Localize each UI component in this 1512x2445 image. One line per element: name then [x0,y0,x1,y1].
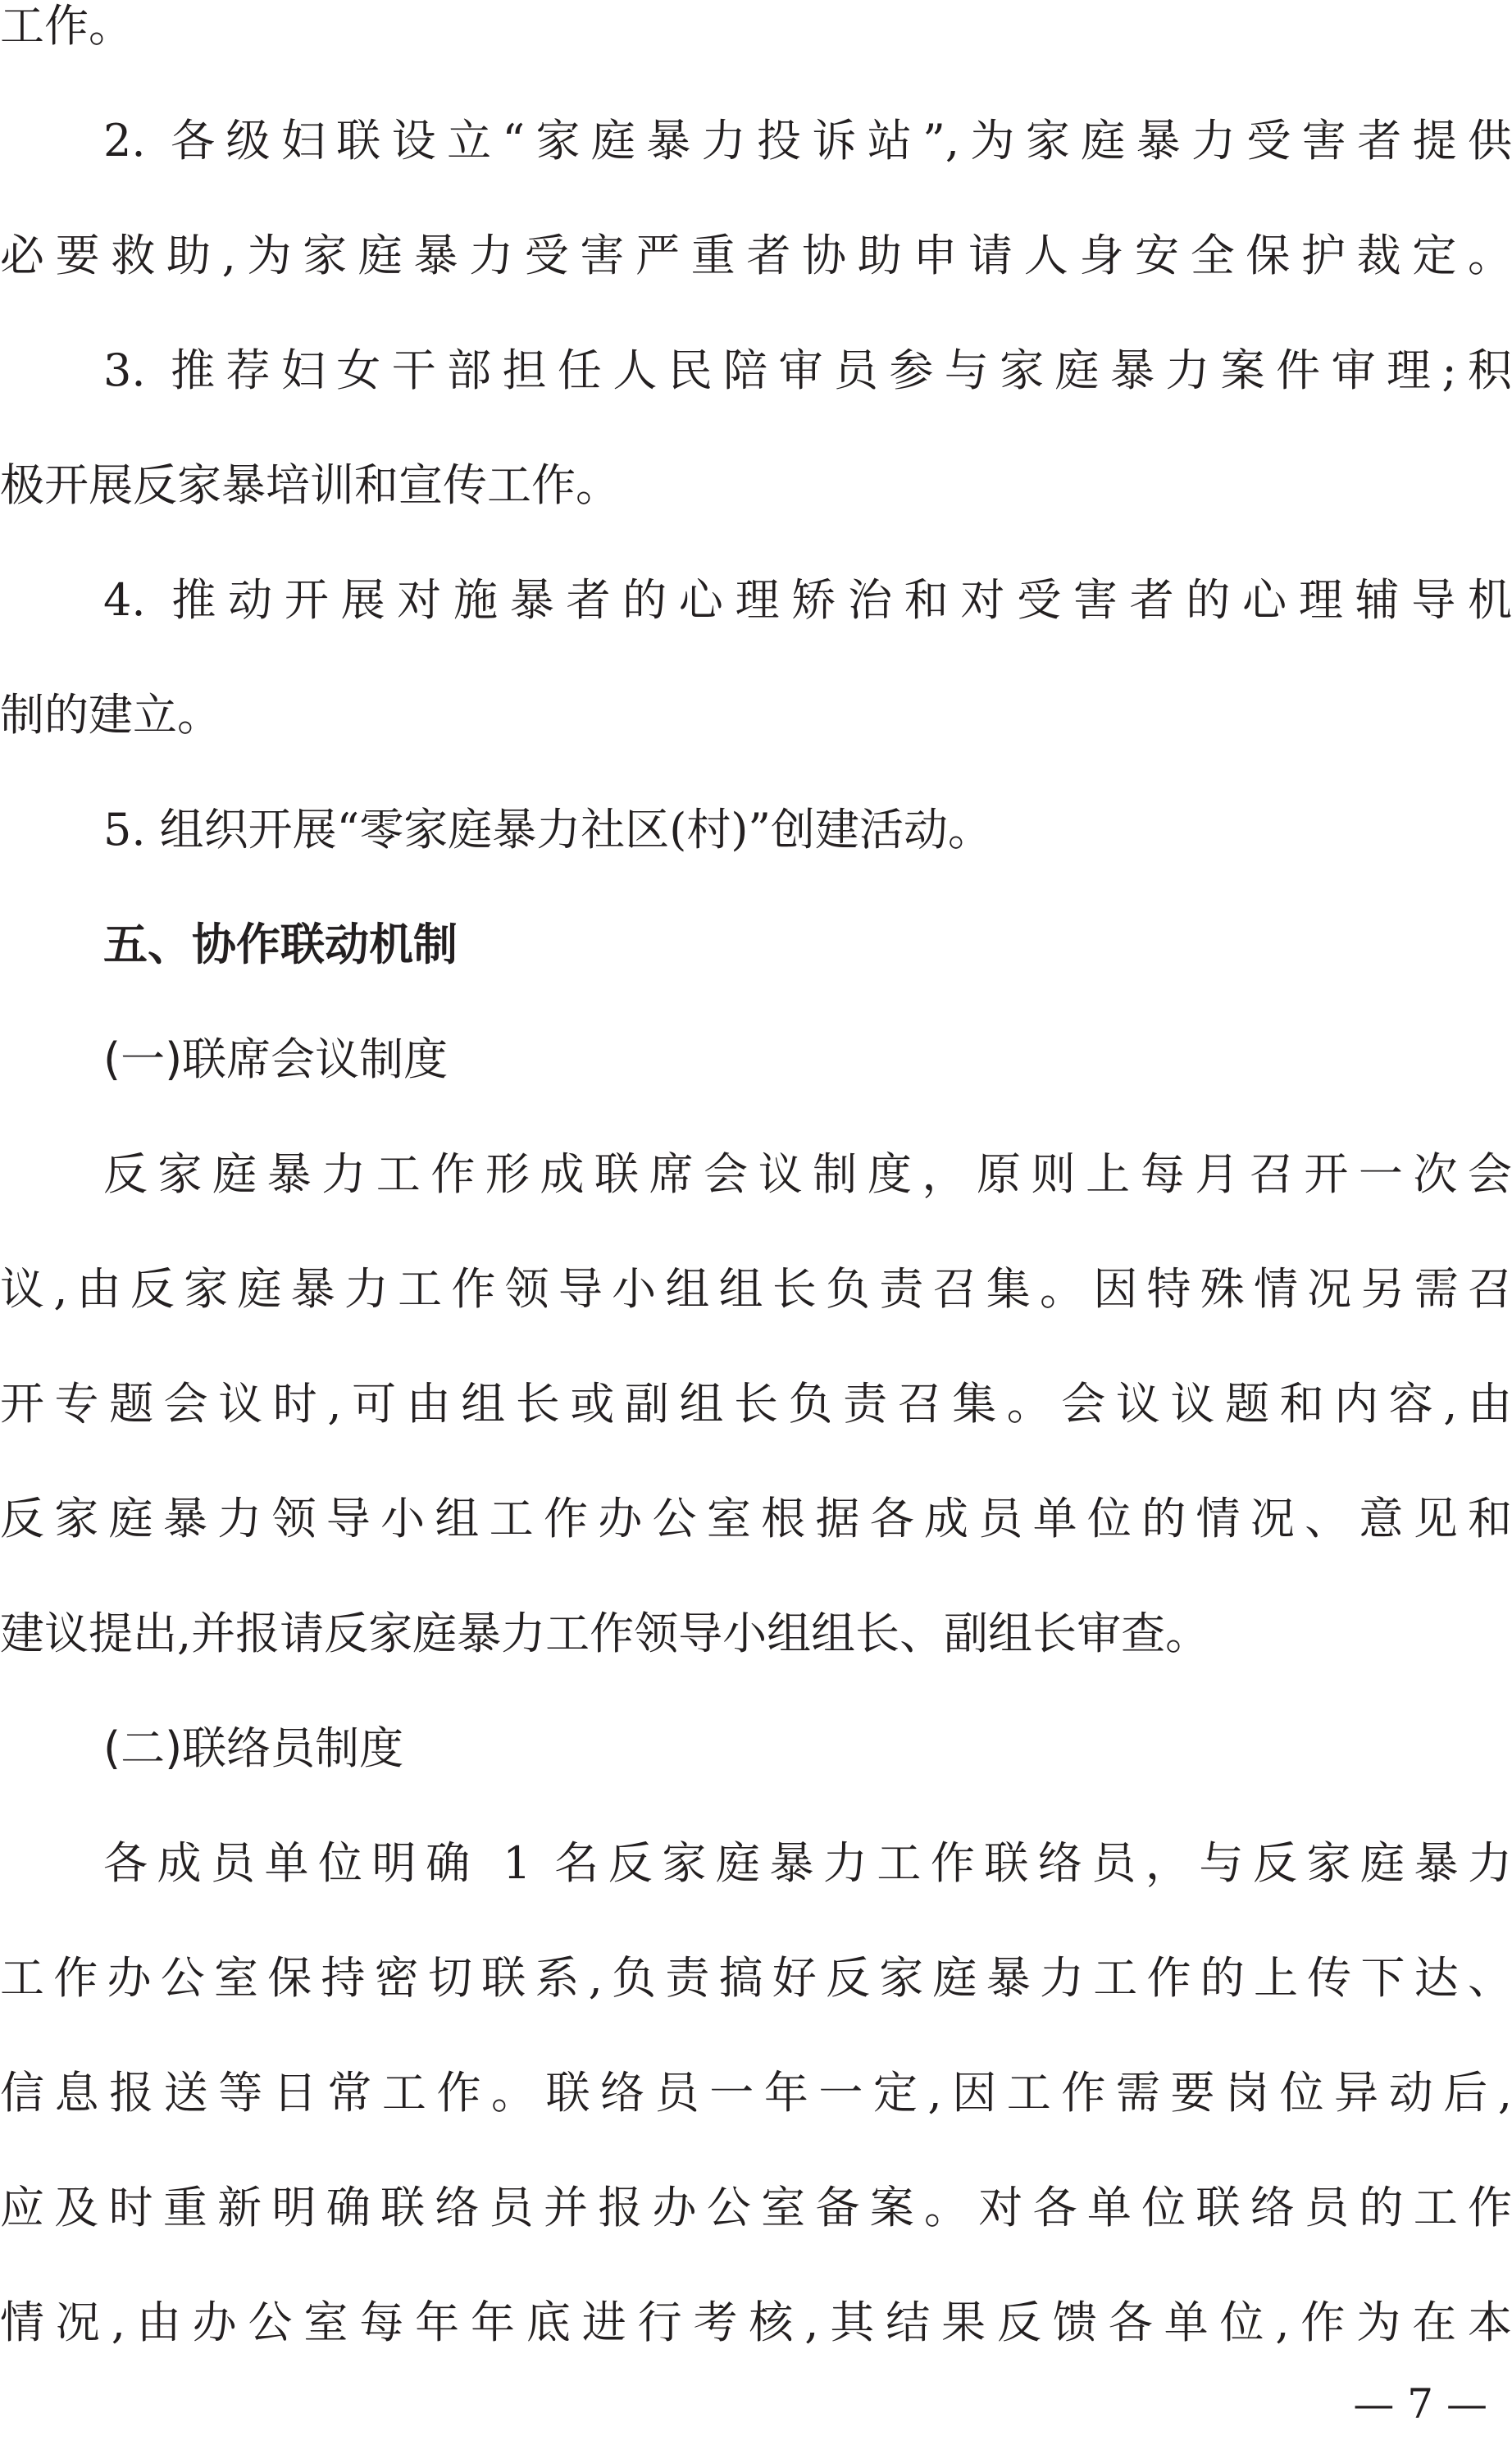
paragraph-1-line-1: 反家庭暴力工作形成联席会议制度，原则上每月召开一次会 [103,1148,1512,1200]
paragraph-1-line-4: 反家庭暴力领导小组工作办公室根据各成员单位的情况、意见和 [0,1493,1512,1544]
paragraph-1-line-2: 议,由反家庭暴力工作领导小组组长负责召集。因特殊情况另需召 [0,1263,1512,1315]
paragraph-2-line-5: 情况,由办公室每年年底进行考核,其结果反馈各单位,作为在本 [0,2297,1512,2348]
list-item-5: 5. 组织开展“零家庭暴力社区(村)”创建活动。 [103,804,993,855]
list-item-2-line-2: 必要救助,为家庭暴力受害严重者协助申请人身安全保护裁定。 [0,230,1512,281]
section-heading: 五、协作联动机制 [103,919,458,970]
list-item-4-line-1: 4. 推动开展对施暴者的心理矫治和对受害者的心理辅导机 [103,574,1512,626]
subsection-heading-1: (一)联席会议制度 [103,1033,449,1085]
text-line-continuation: 工作。 [0,0,133,52]
page-number: — 7 — [1353,2380,1487,2428]
paragraph-1-line-3: 开专题会议时,可由组长或副组长负责召集。会议议题和内容,由 [0,1378,1512,1430]
paragraph-2-line-1: 各成员单位明确 1 名反家庭暴力工作联络员，与反家庭暴力 [103,1837,1512,1889]
subsection-heading-2: (二)联络员制度 [103,1722,404,1774]
paragraph-1-line-5: 建议提出,并报请反家庭暴力工作领导小组组长、副组长审查。 [0,1608,1210,1659]
list-item-2-line-1: 2. 各级妇联设立“家庭暴力投诉站”,为家庭暴力受害者提供 [103,115,1512,166]
list-item-3-line-2: 极开展反家暴培训和宣传工作。 [0,459,620,511]
paragraph-2-line-3: 信息报送等日常工作。联络员一年一定,因工作需要岗位异动后, [0,2067,1512,2119]
paragraph-2-line-2: 工作办公室保持密切联系,负责搞好反家庭暴力工作的上传下达、 [0,1952,1512,2004]
paragraph-2-line-4: 应及时重新明确联络员并报办公室备案。对各单位联络员的工作 [0,2182,1512,2233]
list-item-4-line-2: 制的建立。 [0,689,221,741]
list-item-3-line-1: 3. 推荐妇女干部担任人民陪审员参与家庭暴力案件审理;积 [103,344,1512,396]
